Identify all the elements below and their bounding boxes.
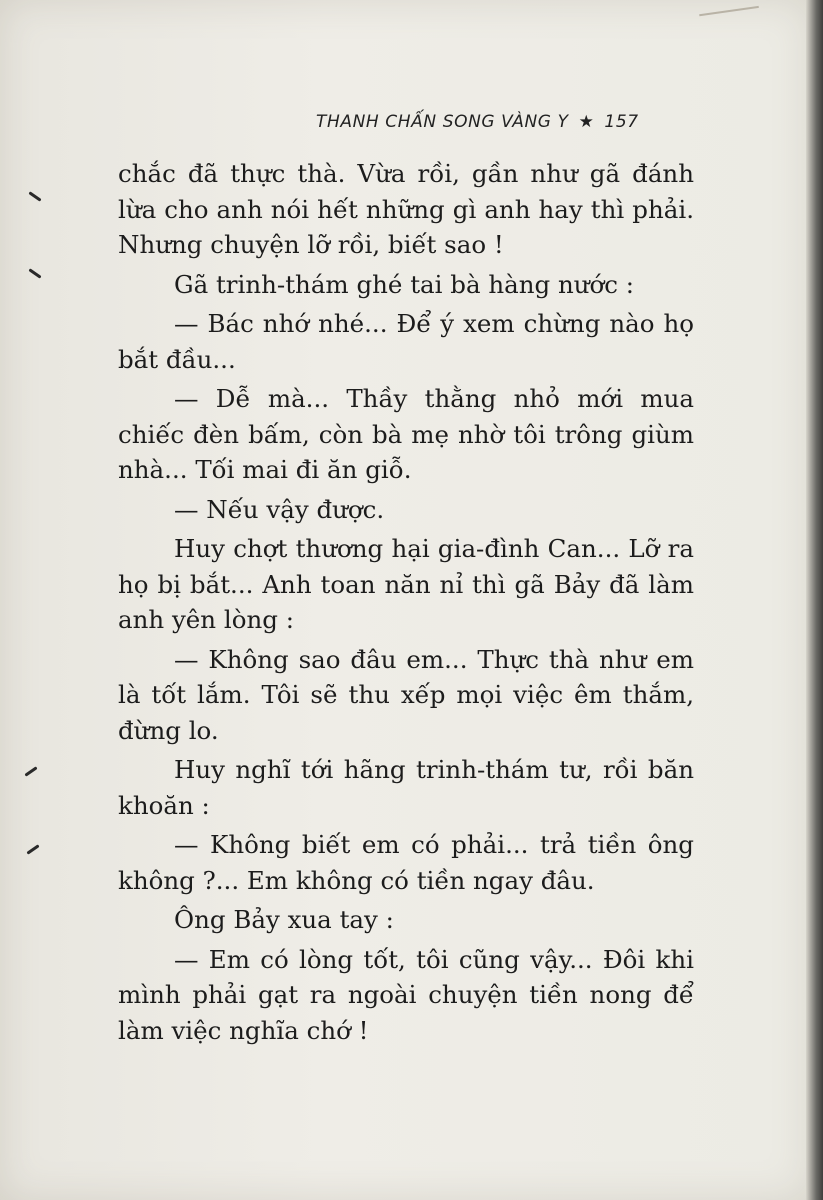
paragraph: Huy chợt thương hại gia-đình Can... Lỡ ra họ bị bắt... Anh toan năn nỉ thì gã Bảy đã làm anh yên lòng : — [118, 534, 694, 634]
paragraph: Gã trinh-thám ghé tai bà hàng nước : — [174, 269, 635, 299]
binding-hole-mark — [28, 268, 41, 278]
page-body — [118, 156, 694, 1052]
paragraph: — Không sao đâu em... Thực thà như em là tốt lắm. Tôi sẽ thu xếp mọi việc êm thắm, đừng lo. — [118, 644, 694, 745]
paragraph: Ông Bảy xua tay : — [174, 905, 394, 934]
paragraph: — Không biết em có phải... trả tiền ông không ?... Em không có tiền ngay đâu. — [118, 830, 694, 895]
paragraph: chắc đã thực thà. Vừa rồi, gần như gã đánh lừa cho anh nói hết những gì anh hay thì phải. Nhưng chuyện lỡ rồi, biết sao ! — [118, 159, 694, 259]
star-icon: ★ — [578, 112, 595, 132]
paragraph: — Nếu vậy được. — [174, 494, 385, 524]
paragraph: — Dễ mà... Thầy thằng nhỏ mới mua chiếc đèn bấm, còn bà mẹ nhờ tôi trông giùm nhà... Tối mai đi ăn giỗ. — [118, 384, 694, 484]
paragraph: — Em có lòng tốt, tôi cũng vậy... Đôi khi mình phải gạt ra ngoài chuyện tiền nong để làm việc nghĩa chớ ! — [118, 944, 694, 1045]
page-tear-mark — [699, 6, 761, 30]
page-number: 157 — [604, 112, 639, 132]
book-title: THANH CHẤN SONG VÀNG Y — [316, 112, 569, 132]
binding-hole-mark — [24, 766, 37, 776]
paragraph: — Bác nhớ nhé... Để ý xem chừng nào họ bắt đầu... — [118, 309, 694, 374]
paragraph: Huy nghĩ tới hãng trinh-thám tư, rồi băn khoăn : — [118, 755, 694, 820]
binding-hole-mark — [26, 844, 39, 854]
running-header — [316, 112, 696, 132]
binding-hole-mark — [28, 191, 41, 201]
page-edge-shadow — [806, 0, 823, 1200]
